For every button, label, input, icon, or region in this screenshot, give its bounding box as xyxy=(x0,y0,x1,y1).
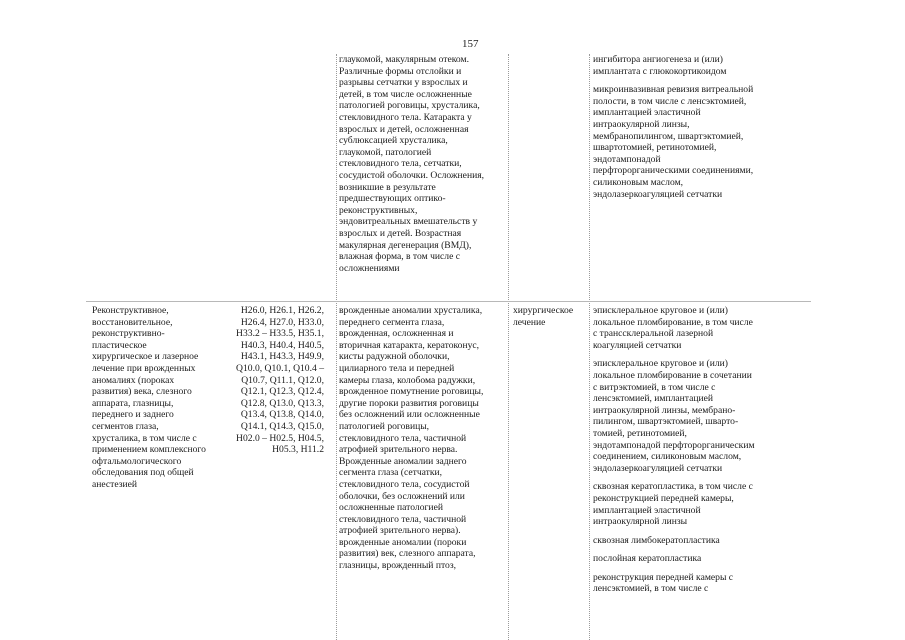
icd-code-line: Q12.8, Q13.0, Q13.3, xyxy=(240,397,324,409)
diagnosis-line: патологией роговицы, хрусталика, xyxy=(339,100,480,112)
model-line: стекловидного тела, частичной xyxy=(339,513,467,525)
method-line: интраокулярной линзы, мембрано- xyxy=(593,404,736,416)
method-line: имплантацией эластичной xyxy=(593,504,701,516)
method-paragraph xyxy=(593,305,805,351)
model-line: оболочки, без осложнений или xyxy=(339,490,465,502)
group-name-line: переднего и заднего xyxy=(92,409,174,421)
model-line: без осложнений или осложненные xyxy=(339,409,480,421)
method-line: мембранопилингом, швартэктомией, xyxy=(593,130,744,142)
method-line: ленсэктомией, в том числе с xyxy=(593,583,709,595)
model-line: стекловидного тела, частичной xyxy=(339,432,467,444)
diagnosis-line: стекловидного тела. Катаракта у xyxy=(339,111,472,123)
diagnosis-line: взрослых и детей. Возрастная xyxy=(339,227,462,239)
diagnosis-line: влажная форма, в том числе с xyxy=(339,251,461,263)
model-line: стекловидного тела, сосудистой xyxy=(339,478,470,490)
diagnosis-line: глаукомой, макулярным отеком. xyxy=(339,54,469,65)
method-line: эписклеральное круговое и (или) xyxy=(593,358,728,370)
method-line: сквозная кератопластика, в том числе с xyxy=(593,481,753,493)
method-line: ингибитора ангиогенеза и (или) xyxy=(593,54,723,65)
model-line: глазницы, врожденный птоз, xyxy=(339,560,457,572)
method-line: с транссклеральной лазерной xyxy=(593,328,714,340)
diagnosis-line: разрывы сетчатки у взрослых и xyxy=(339,77,468,89)
group-name-line: пластическое xyxy=(92,339,147,351)
model-line: врожденная, осложненная и xyxy=(339,328,454,340)
icd-code-line: H40.3, H40.4, H40.5, xyxy=(240,339,324,351)
column-divider xyxy=(508,54,509,640)
icd-code-line: H43.1, H43.3, H49.9, xyxy=(240,351,324,363)
icd-code-line: H33.2 – H33.5, H35.1, xyxy=(236,328,324,340)
diagnosis-line: сублюксацией хрусталика, xyxy=(339,135,448,147)
group-name-line: аппарата, глазницы, xyxy=(92,397,174,409)
method-line: эндолазеркоагуляцией сетчатки xyxy=(593,462,723,474)
icd-code-line: H26.0, H26.1, H26.2, xyxy=(240,305,324,316)
method-line: с витрэктомией, в том числе с xyxy=(593,381,716,393)
method-line: реконструкцией передней камеры, xyxy=(593,492,734,504)
model-line: другие пороки развития роговицы xyxy=(339,397,479,409)
treatment-type-line: хирургическое xyxy=(513,305,574,316)
diagnosis-line: взрослых и детей, осложненная xyxy=(339,123,469,135)
method-line: перфторорганическими соединениями, xyxy=(593,165,754,177)
model-line: атрофией зрительного нерва). xyxy=(339,525,461,537)
method-paragraph xyxy=(593,481,805,527)
model-line: врожденные аномалии (пороки xyxy=(339,536,467,548)
model-line: развития) век, слезного аппарата, xyxy=(339,548,476,560)
model-line: осложненные патологией xyxy=(339,502,443,514)
group-name-line: применением комплексного xyxy=(92,444,206,456)
method-line: интраокулярной линзы xyxy=(593,516,688,528)
icd-code-line: Q10.7, Q11.1, Q12.0, xyxy=(241,374,324,386)
method-paragraph xyxy=(593,535,805,547)
method-line: ленсэктомией, имплантацией xyxy=(593,393,714,405)
icd-code-line: H05.3, H11.2 xyxy=(272,444,324,456)
treatment-type-line: лечение xyxy=(513,316,546,328)
icd-code-line: Q10.0, Q10.1, Q10.4 – xyxy=(236,362,324,374)
diagnosis-line: осложнениями xyxy=(339,262,400,274)
icd-code-line: Q14.1, Q14.3, Q15.0, xyxy=(240,420,324,432)
model-line: вторичная катаракта, кератоконус, xyxy=(339,339,480,351)
group-name-line: Реконструктивное, xyxy=(92,305,169,316)
method-line: микроинвазивная ревизия витреальной xyxy=(593,84,754,96)
method-line: полости, в том числе с ленсэктомией, xyxy=(593,95,747,107)
method-line: локальное пломбирование, в том числе xyxy=(593,316,753,328)
method-line: соединением, силиконовым маслом, xyxy=(593,451,742,463)
icd-code-line: H02.0 – H02.5, H04.5, xyxy=(236,432,324,444)
icd-code-line: H26.4, H27.0, H33.0, xyxy=(240,316,324,328)
method-line: имплантата с глюкокортикоидом xyxy=(593,65,727,77)
diagnosis-line: глаукомой, патологией xyxy=(339,146,432,158)
method-paragraph xyxy=(593,553,805,565)
group-name-line: восстановительное, xyxy=(92,316,173,328)
method-line: эндотампонадой перфторорганическим xyxy=(593,439,755,451)
group-name-cell xyxy=(92,305,227,491)
diagnosis-line: эндовитреальных вмешательств у xyxy=(339,216,478,228)
diagnosis-line: детей, в том числе осложненные xyxy=(339,88,472,100)
model-description-cell xyxy=(339,305,505,572)
group-name-line: развития) века, слезного xyxy=(92,386,192,398)
top-diagnosis-cell xyxy=(339,54,505,274)
page-number: 157 xyxy=(462,38,479,50)
treatment-type-cell xyxy=(513,305,591,328)
model-line: Врожденные аномалии заднего xyxy=(339,455,467,467)
method-paragraph xyxy=(593,358,805,474)
icd-codes-cell xyxy=(222,305,324,456)
column-divider xyxy=(589,54,590,640)
icd-code-line: Q13.4, Q13.8, Q14.0, xyxy=(240,409,324,421)
top-methods-cell xyxy=(593,54,805,207)
model-line: врожденное помутнение роговицы, xyxy=(339,386,484,398)
model-line: кисты радужной оболочки, xyxy=(339,351,450,363)
method-line: коагуляцией сетчатки xyxy=(593,339,682,351)
diagnosis-line: предшествующих оптико- xyxy=(339,193,446,205)
method-paragraph xyxy=(593,572,805,595)
method-line: швартотомией, ретинотомией, xyxy=(593,142,717,154)
model-line: врожденные аномалии хрусталика, xyxy=(339,305,483,316)
group-name-line: сегментов глаза, xyxy=(92,420,159,432)
method-paragraph xyxy=(593,84,805,200)
row-divider xyxy=(86,301,811,302)
column-divider xyxy=(336,54,337,640)
group-name-line: хирургическое и лазерное xyxy=(92,351,199,363)
model-line: камеры глаза, колобома радужки, xyxy=(339,374,476,386)
model-line: патологией роговицы, xyxy=(339,420,430,432)
group-name-line: анестезией xyxy=(92,478,138,490)
method-line: послойная кератопластика xyxy=(593,553,702,565)
diagnosis-line: сосудистой оболочки. Осложнения, xyxy=(339,169,485,181)
method-line: эндотампонадой xyxy=(593,153,661,165)
diagnosis-line: стекловидного тела, сетчатки, xyxy=(339,158,462,170)
diagnosis-line: возникшие в результате xyxy=(339,181,436,193)
method-line: эндолазеркоагуляцией сетчатки xyxy=(593,188,723,200)
method-line: реконструкция передней камеры с xyxy=(593,571,734,583)
diagnosis-line: реконструктивных, xyxy=(339,204,418,216)
method-line: локальное пломбирование в сочетании xyxy=(593,369,752,381)
method-line: пилингом, швартэктомией, шварто- xyxy=(593,416,739,428)
model-line: цилиарного тела и передней xyxy=(339,362,455,374)
method-line: эписклеральное круговое и (или) xyxy=(593,305,728,316)
model-line: переднего сегмента глаза, xyxy=(339,316,445,328)
group-name-line: офтальмологического xyxy=(92,455,182,467)
group-name-line: реконструктивно- xyxy=(92,328,165,340)
method-line: силиконовым маслом, xyxy=(593,176,684,188)
diagnosis-line: Различные формы отслойки и xyxy=(339,65,462,77)
group-name-line: аномалиях (пороках xyxy=(92,374,175,386)
methods-cell xyxy=(593,305,805,602)
group-name-line: лечение при врожденных xyxy=(92,362,196,374)
method-line: томией, ретинотомией, xyxy=(593,427,687,439)
method-line: сквозная лимбокератопластика xyxy=(593,534,720,546)
method-line: интраокулярной линзы, xyxy=(593,118,690,130)
method-paragraph xyxy=(593,54,805,77)
model-line: сегмента глаза (сетчатки, xyxy=(339,467,443,479)
icd-code-line: Q12.1, Q12.3, Q12.4, xyxy=(240,386,324,398)
group-name-line: хрусталика, в том числе с xyxy=(92,432,197,444)
model-line: атрофией зрительного нерва. xyxy=(339,444,458,456)
method-line: имплантацией эластичной xyxy=(593,107,701,119)
diagnosis-line: макулярная дегенерация (ВМД), xyxy=(339,239,472,251)
group-name-line: обследования под общей xyxy=(92,467,194,479)
